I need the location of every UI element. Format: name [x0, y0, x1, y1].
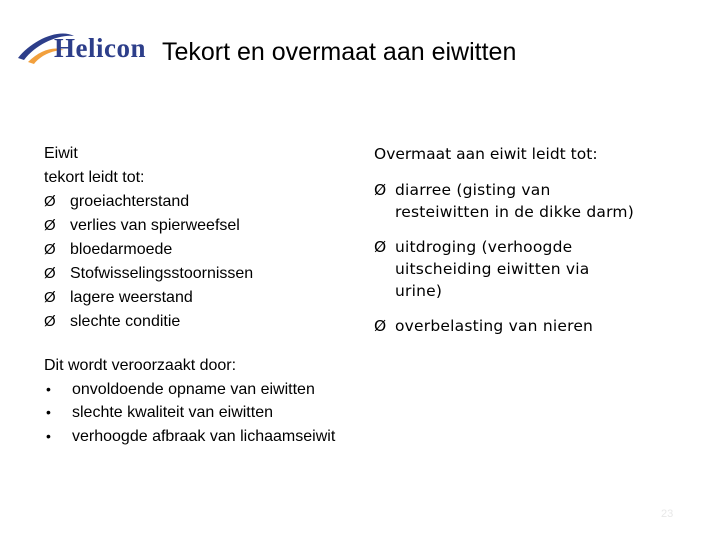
arrow-bullet-icon: Ø — [44, 193, 56, 210]
list-item — [44, 310, 344, 334]
list-item-text: slechte conditie — [70, 313, 181, 330]
list-item — [374, 236, 694, 302]
list-item-text: diarree (gisting van resteiwitten in de dikke darm) — [395, 181, 634, 221]
list-item — [44, 425, 374, 449]
list-item — [44, 238, 344, 262]
list-item — [44, 190, 344, 214]
list-item — [44, 214, 344, 238]
list-item-text: verlies van spierweefsel — [70, 217, 240, 234]
list-item — [44, 401, 374, 425]
list-item — [44, 286, 344, 310]
dot-bullet-icon: • — [46, 404, 51, 420]
list-item-text: onvoldoende opname van eiwitten — [72, 380, 315, 398]
logo-text: Helicon — [54, 33, 146, 63]
shortage-heading-line1: Eiwit — [44, 145, 78, 162]
arrow-bullet-icon: Ø — [44, 313, 56, 330]
list-item — [374, 179, 694, 223]
slide-title: Tekort en overmaat aan eiwitten — [162, 38, 517, 66]
dot-bullet-icon: • — [46, 380, 51, 397]
list-item-text: Stofwisselingsstoornissen — [70, 265, 254, 282]
arrow-bullet-icon: Ø — [374, 181, 387, 199]
list-item — [44, 378, 374, 402]
list-item-text: verhoogde afbraak van lichaamseiwit — [72, 427, 336, 445]
cause-section — [44, 354, 374, 448]
page-number: 23 — [661, 508, 674, 520]
list-item — [374, 315, 694, 337]
list-item-text: uitdroging (verhoogde uitscheiding eiwitten via urine) — [395, 238, 590, 300]
list-item — [44, 262, 344, 286]
list-item-text: groeiachterstand — [70, 193, 190, 210]
shortage-section — [44, 142, 344, 334]
excess-section — [374, 143, 694, 350]
list-item-text: overbelasting van nieren — [395, 317, 594, 335]
helicon-logo — [14, 20, 154, 68]
dot-bullet-icon: • — [46, 427, 51, 444]
list-item-text: lagere weerstand — [70, 289, 193, 306]
cause-heading: Dit wordt veroorzaakt door: — [44, 357, 237, 374]
excess-heading: Overmaat aan eiwit leidt tot: — [374, 145, 598, 163]
shortage-heading-line2: tekort leidt tot: — [44, 169, 145, 186]
arrow-bullet-icon: Ø — [374, 317, 387, 335]
arrow-bullet-icon: Ø — [44, 265, 56, 282]
arrow-bullet-icon: Ø — [44, 289, 56, 306]
arrow-bullet-icon: Ø — [44, 241, 56, 258]
list-item-text: slechte kwaliteit van eiwitten — [72, 404, 273, 421]
arrow-bullet-icon: Ø — [44, 217, 56, 234]
arrow-bullet-icon: Ø — [374, 238, 387, 256]
list-item-text: bloedarmoede — [70, 241, 173, 258]
